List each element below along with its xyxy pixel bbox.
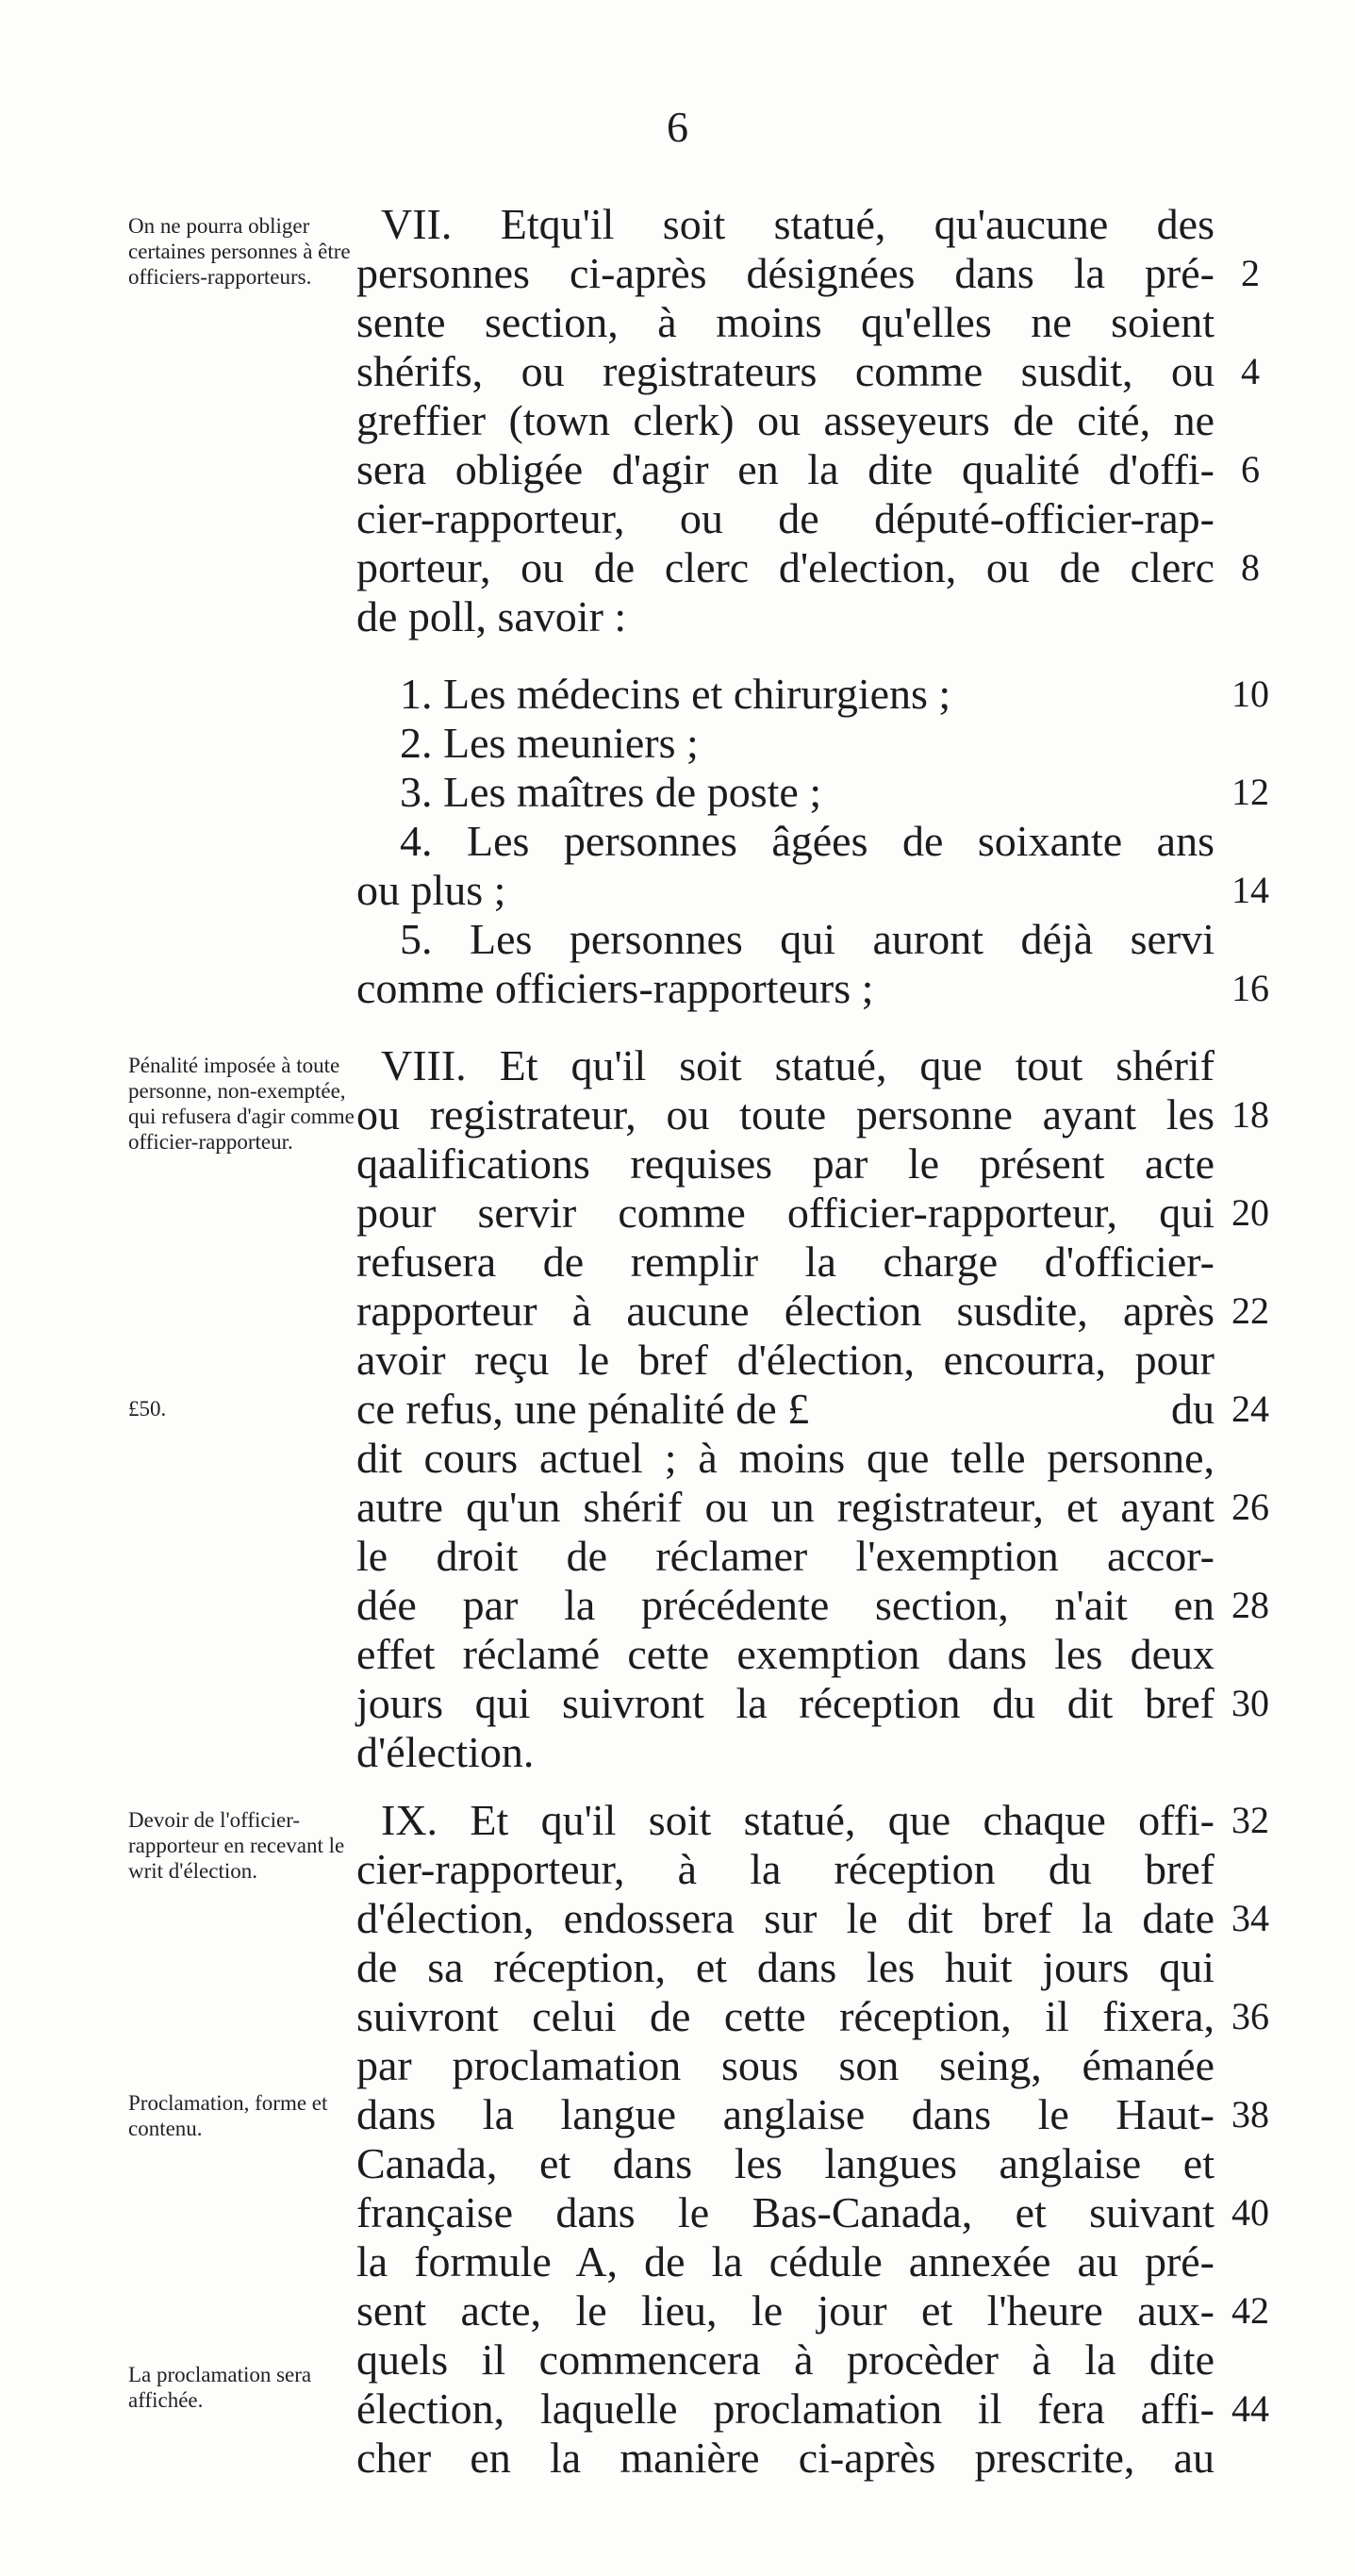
margin-note-affichee: La proclamation sera affichée. (128, 2363, 312, 2412)
line-number: 10 (1231, 673, 1269, 715)
penalty-text: ce refus, une pénalité de £ (356, 1385, 810, 1433)
text-line: sente section, à moins qu'elles ne soient (356, 298, 1215, 346)
line-number: 32 (1231, 1799, 1269, 1841)
line-number: 26 (1231, 1486, 1269, 1528)
line-number: 20 (1231, 1191, 1269, 1234)
text-line: IX. Et qu'il soit statué, que chaque offi- (381, 1796, 1215, 1844)
text-line: pour servir comme officier-rapporteur, qui (356, 1188, 1215, 1237)
text-line: dée par la précédente section, n'ait en (356, 1581, 1215, 1629)
line-number: 4 (1241, 350, 1260, 392)
text-line: cier-rapporteur, à la réception du bref (356, 1845, 1215, 1893)
text-line: d'élection, endossera sur le dit bref la date (356, 1894, 1215, 1942)
text-line: effet réclamé cette exemption dans les deux (356, 1630, 1215, 1678)
text-line: ou registrateur, ou toute personne ayant les (356, 1090, 1215, 1138)
text-line: greffier (town clerk) ou asseyeurs de cité, ne (356, 396, 1215, 444)
list-item: 1. Les médecins et chirurgiens ; (400, 670, 951, 718)
text-line: de sa réception, et dans les huit jours qui (356, 1943, 1215, 1991)
margin-note-viii: Pénalité imposée à toute personne, non-exemptée, qui refusera d'agir comme officier-rapporteur. (128, 1054, 355, 1154)
line-number: 30 (1231, 1682, 1269, 1724)
text-line: cher en la manière ci-après prescrite, au (356, 2434, 1215, 2482)
line-number: 16 (1231, 967, 1269, 1009)
line-number: 42 (1231, 2289, 1269, 2332)
text-line: ou plus ; (356, 866, 506, 914)
margin-note-ix: Devoir de l'officier-rapporteur en recevant le writ d'élection. (128, 1808, 345, 1883)
line-number: 44 (1231, 2387, 1269, 2430)
text-line: par proclamation sous son seing, émanée (356, 2041, 1215, 2089)
line-number: 34 (1231, 1897, 1269, 1939)
text-line: personnes ci-après désignées dans la pré- (356, 249, 1215, 297)
text-line: cier-rapporteur, ou de député-officier-rap- (356, 494, 1215, 542)
line-number: 18 (1231, 1093, 1269, 1136)
text-line: suivront celui de cette réception, il fixera, (356, 1992, 1215, 2040)
margin-note-proclamation: Proclamation, forme et contenu. (128, 2091, 328, 2140)
line-number: 6 (1241, 448, 1260, 490)
penalty-text-end: du (1171, 1385, 1215, 1433)
text-line: avoir reçu le bref d'élection, encourra, pour (356, 1336, 1215, 1384)
line-number: 28 (1231, 1584, 1269, 1626)
list-item: 5. Les personnes qui auront déjà servi (400, 915, 1215, 963)
line-number: 2 (1241, 252, 1260, 294)
line-number: 36 (1231, 1995, 1269, 2037)
line-number: 22 (1231, 1289, 1269, 1332)
line-number: 14 (1231, 869, 1269, 911)
text-line: VIII. Et qu'il soit statué, que tout shérif (381, 1041, 1215, 1089)
text-line: dit cours actuel ; à moins que telle personne, (356, 1434, 1215, 1482)
list-item: 4. Les personnes âgées de soixante ans (400, 817, 1215, 865)
line-number: 24 (1231, 1388, 1269, 1430)
text-line: qaalifications requises par le présent acte (356, 1139, 1215, 1188)
text-line: rapporteur à aucune élection susdite, après (356, 1287, 1215, 1335)
line-number: 12 (1231, 771, 1269, 813)
list-item: 3. Les maîtres de poste ; (400, 768, 822, 816)
text-line: jours qui suivront la réception du dit bref (356, 1679, 1215, 1727)
text-line: comme officiers-rapporteurs ; (356, 964, 874, 1012)
text-line: le droit de réclamer l'exemption accor- (356, 1532, 1215, 1580)
text-line: dans la langue anglaise dans le Haut- (356, 2090, 1215, 2138)
text-line: la formule A, de la cédule annexée au pré- (356, 2237, 1215, 2285)
text-line: autre qu'un shérif ou un registrateur, et ayant (356, 1483, 1215, 1531)
page-number: 6 (667, 103, 688, 151)
text-line: française dans le Bas-Canada, et suivant (356, 2188, 1215, 2236)
text-line: refusera de remplir la charge d'officier- (356, 1238, 1215, 1286)
text-line: sera obligée d'agir en la dite qualité d'offi- (356, 445, 1215, 493)
list-item: 2. Les meuniers ; (400, 719, 699, 767)
margin-note-vii: On ne pourra obliger certaines personnes à être officiers-rapporteurs. (128, 214, 351, 289)
line-number: 40 (1231, 2191, 1269, 2234)
line-number: 8 (1241, 546, 1260, 589)
text-line: porteur, ou de clerc d'election, ou de clerc (356, 543, 1215, 591)
margin-note-penalty-amount: £50. (128, 1397, 167, 1421)
line-number: 38 (1231, 2093, 1269, 2136)
text-line: de poll, savoir : (356, 592, 627, 640)
text-line: d'élection. (356, 1728, 535, 1776)
text-line (356, 1385, 1215, 1434)
text-line: Canada, et dans les langues anglaise et (356, 2139, 1215, 2187)
text-line: élection, laquelle proclamation il fera affi- (356, 2385, 1215, 2433)
text-line: shérifs, ou registrateurs comme susdit, ou (356, 347, 1215, 395)
text-line: sent acte, le lieu, le jour et l'heure aux- (356, 2286, 1215, 2335)
text-line: quels il commencera à procèder à la dite (356, 2335, 1215, 2384)
text-line: VII. Etqu'il soit statué, qu'aucune des (381, 200, 1215, 248)
